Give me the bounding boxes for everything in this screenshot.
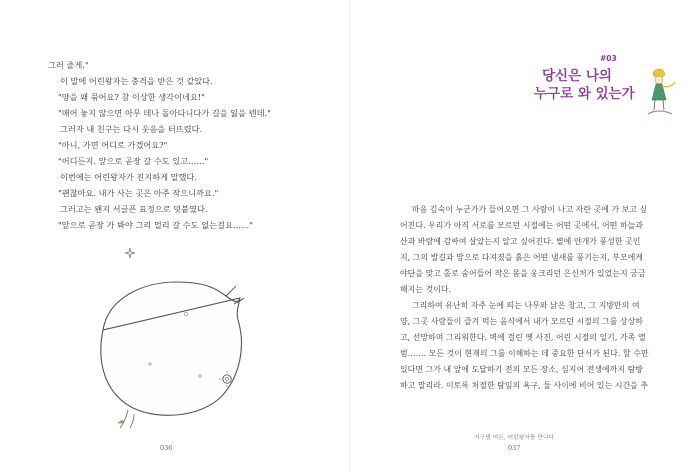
text-line: 있다면 그가 내 앞에 도달하기 전의 모든 장소, 심지어 전생에까지 탐방 — [400, 365, 643, 374]
text-line: 그러자 내 친구는 다시 웃음을 터뜨렸다. — [60, 124, 203, 134]
text-line: 해지는 것이다. — [400, 285, 452, 294]
text-line: "매어 놓지 않으면 아무 데나 돌아다니다가 길을 잃을 텐데." — [58, 108, 271, 118]
text-line: 그리하여 유난히 자주 눈에 띄는 나무와 낡은 창고, 그 지방만의 여 — [412, 301, 640, 310]
text-line: 그러 줄게." — [48, 60, 89, 70]
chapter-title-line: 누구로 와 있는가 — [534, 86, 635, 102]
text-line: 마음 깊숙이 누군가가 들어오면 그 사람이 나고 자란 곳에 가 보고 싶 — [412, 205, 648, 214]
text-line: 지, 그의 발길과 맘으로 다져졌을 흙은 어떤 냄새를 풍기는지, 부모에게 — [400, 253, 643, 262]
chapter-number: #03 — [600, 54, 617, 63]
sun-icon — [218, 370, 236, 388]
chapter-heading — [534, 54, 644, 124]
text-line: 그러고는 왠지 서글픈 표정으로 덧붙였다. — [60, 204, 208, 214]
page-number: 036 — [160, 444, 173, 452]
page-number: 037 — [508, 444, 521, 452]
text-line: 야단을 맞고 홀로 숨어들어 작은 몸을 웅크리던 은신처가 있었는지 궁금 — [400, 269, 646, 278]
text-line: 양, 그곳 사람들이 즐겨 먹는 음식에서 내가 모르던 시절의 그를 상상하 — [400, 317, 643, 326]
little-prince-figure-icon — [640, 66, 678, 122]
text-line: "아니, 가면 어디로 가겠어요?" — [58, 140, 168, 150]
text-line: 범……. 모든 것이 현재의 그를 이해하는 데 중요한 단서가 된다. 할 수만 — [400, 349, 649, 358]
star-icon — [124, 247, 136, 259]
text-line: 이번에는 어린왕자가 진지하게 말했다. — [60, 172, 197, 182]
text-line: "앞으로 곧장 가 봐야 그리 멀리 갈 수도 없는걸요……" — [58, 220, 254, 230]
right-page — [350, 0, 700, 472]
text-line: "괜찮아요. 내가 사는 곳은 아주 작으니까요." — [58, 188, 219, 198]
running-footer: 지구별 여돈, 어린왕자를 만나다 — [474, 435, 555, 441]
text-line: 하고 말리라. 이토록 처절한 탐임의 욕구, 둘 사이에 비어 있는 시간을 추 — [400, 381, 649, 390]
little-planet-drawing — [88, 268, 258, 433]
text-line: 이 말에 어린왕자는 충격을 받은 것 같았다. — [60, 76, 213, 86]
text-line: "양을 왜 묶어요? 참 이상한 생각이네요!" — [58, 92, 205, 102]
text-line: 산과 바람에 감싸여 살았는지 알고 싶어진다. 볕에 얀개가 풍성한 곳인 — [400, 237, 641, 246]
text-line: "어디든지. 앞으로 곧장 갈 수도 있고……" — [58, 156, 209, 166]
text-line: 고, 선망하며 그리워한다. 벽에 걸린 옛 사진, 어린 시절의 일기, 가족 앨 — [400, 333, 646, 342]
text-line: 어진다. 우리가 아직 서로를 모르던 시절에는 어떤 곳에서, 어떤 하늘과 — [400, 221, 643, 230]
chapter-title-line: 당신은 나의 — [542, 68, 612, 84]
